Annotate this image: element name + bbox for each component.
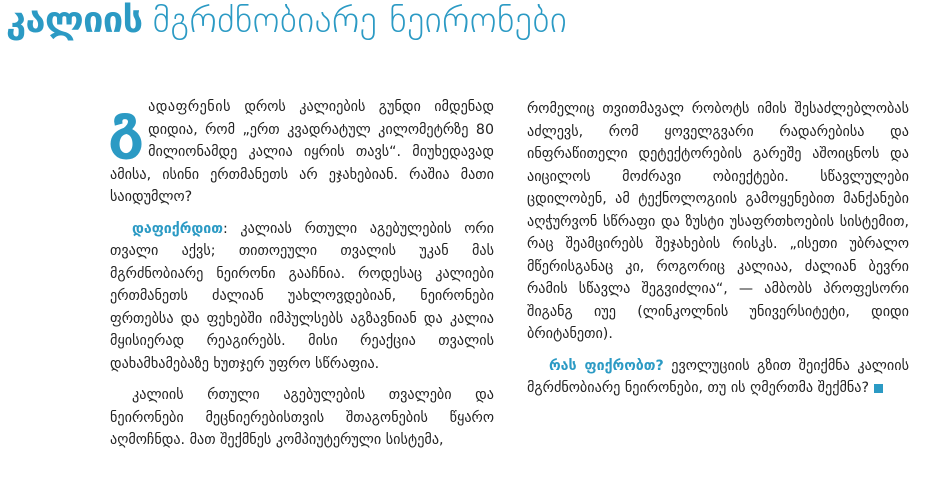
- question-paragraph: [527, 355, 909, 400]
- intro-text: დროს კალიების გუნდი იმდენად დიდია, რომ „ერთ კვადრატულ კილომეტრზე 80 მილიონამდე კალია იყრის თავს“. მიუხედავად ამისა, ისინი ერთმანეთს არ ეჯახებიან. რაშია მათი საიდუმლო?: [110, 99, 494, 205]
- consider-paragraph: [110, 218, 494, 376]
- dropcap: გ: [108, 92, 145, 160]
- title-light: მგრძნობიარე ნეირონები: [152, 0, 568, 41]
- consider-text: : კალიას რთული აგებულების ორი თვალი აქვს; თითოეული თვალის უკან მას მგრძნობიარე ნეირონი გააჩნია. როდესაც კალიები ერთმანეთს ძალიან უახლოვდებიან, ნეირონები ფრთებსა და ფეხებში იმპულსებს აგზავნიან და კალია მყისიერად რეაგირებს. მისი რეაქცია თვალის დახამხამებაზე ხუთჯერ უფრო სწრაფია.: [110, 220, 494, 372]
- question-text: ევოლუციის გზით შეიქმნა კალიის მგრძნობიარე ნეირონები, თუ ის ღმერთმა შექმნა?: [527, 357, 909, 396]
- end-mark-icon: [874, 384, 883, 393]
- intro-paragraph: [108, 92, 494, 209]
- continuation-paragraph: [527, 98, 909, 346]
- consider-kicker: დაფიქრდით: [132, 220, 223, 237]
- left-column: [108, 92, 494, 461]
- lead-word: ადაფრენის: [148, 99, 231, 115]
- article-title: [6, 0, 567, 41]
- right-column: [527, 98, 909, 409]
- continuation-text: რომელიც თვითმავალ რობოტს იმის შესაძლებლობას აძლევს, რომ ყოველგვარი რადარებისა და ინფრაწითელი დეტექტორების გარეშე აშოიცნოს და აიცილოს მოძრავი ობიექტები. სწავლულები ცდილობენ, ამ ტექნოლოგიის გამოყენებით მანქანები აღჭურვონ სწრაფი და ზუსტი უსაფრთხოების სისტემით, რაც შეამცირებს შეჯახების რისკს. „ისეთი უბრალო მწერისგანაც კი, როგორიც კალიაა, ძალიან ბევრი რამის სწავლა შეგვიძლია“, — ამბობს პროფესორი შიგანგ იუე (ლინკოლნის უნივერსიტეტი, დიდი ბრიტანეთი).: [527, 101, 909, 342]
- title-bold: კალიის: [6, 0, 143, 41]
- science-paragraph: [110, 384, 494, 452]
- science-text: კალიის რთული აგებულების თვალები და ნეირონები მეცნიერებისთვის შთაგონების წყარო აღმოჩნდა. მათ შექმნეს კომპიუტერული სისტემა,: [110, 387, 494, 448]
- question-kicker: რას ფიქრობთ?: [549, 357, 664, 374]
